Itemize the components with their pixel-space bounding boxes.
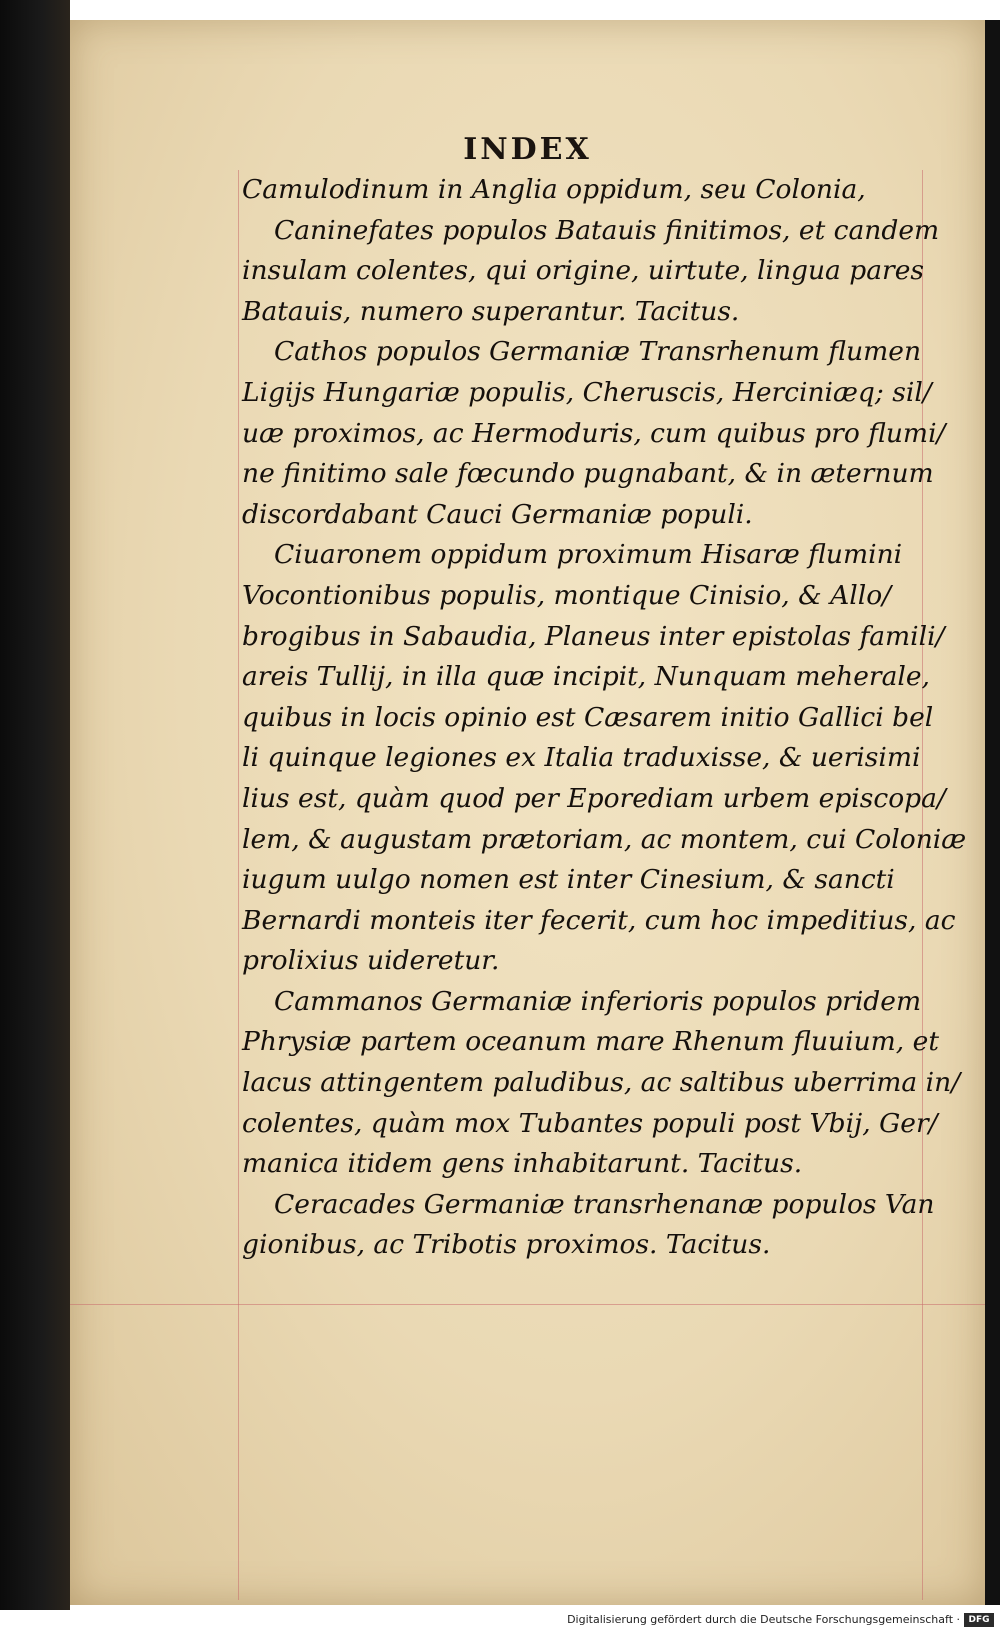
- margin-rule-bottom: [70, 1304, 985, 1305]
- text-line: Phrysiæ partem oceanum mare Rhenum fluuium, et: [242, 1026, 939, 1058]
- text-line: lacus attingentem paludibus, ac saltibus uberrima in/: [242, 1067, 961, 1099]
- text-line: Batauis, numero superantur. Tacitus.: [242, 295, 740, 327]
- text-line: Cammanos Germaniæ inferioris populos pridem: [274, 985, 922, 1017]
- text-line: manica itidem gens inhabitarunt. Tacitus.: [242, 1148, 803, 1180]
- text-line: prolixius uideretur.: [242, 945, 500, 977]
- text-line: uæ proximos, ac Hermoduris, cum quibus pro flumi/: [242, 417, 946, 449]
- text-line: Vocontionibus populis, montique Cinisio, & Allo/: [242, 579, 892, 611]
- text-line: lem, & augustam prætoriam, ac montem, cui Coloniæ: [242, 823, 967, 855]
- book-page: [70, 20, 985, 1605]
- text-line: areis Tullij, in illa quæ incipit, Nunquam meherale,: [242, 661, 930, 693]
- page-header: INDEX: [463, 132, 592, 167]
- text-line: Ciuaronem oppidum proximum Hisaræ flumini: [274, 539, 903, 571]
- text-line: insulam colentes, qui origine, uirtute, lingua pares: [242, 255, 924, 287]
- text-line: iugum uulgo nomen est inter Cinesium, & sancti: [242, 864, 895, 896]
- text-line: Camulodinum in Anglia oppidum, seu Colonia,: [242, 174, 866, 205]
- text-line: Bernardi monteis iter fecerit, cum hoc impeditius, ac: [242, 904, 956, 936]
- text-line: discordabant Cauci Germaniæ populi.: [242, 498, 753, 530]
- text-line: gionibus, ac Tribotis proximos. Tacitus.: [242, 1229, 771, 1261]
- scan-background: [0, 0, 70, 1610]
- text-line: brogibus in Sabaudia, Planeus inter epistolas famili/: [242, 620, 945, 652]
- text-line: lius est, quàm quod per Eporediam urbem episcopa/: [242, 782, 946, 814]
- margin-rule-left: [238, 170, 239, 1600]
- text-line: li quinque legiones ex Italia traduxisse, & uerisimi: [242, 742, 921, 774]
- text-line: Ceracades Germaniæ transrhenanæ populos Van: [274, 1188, 935, 1220]
- text-line: ne finitimo sale fœcundo pugnabant, & in æternum: [242, 458, 934, 490]
- index-text: [242, 170, 982, 1266]
- text-line: Ligijs Hungariæ populis, Cheruscis, Herciniæq; sil/: [242, 376, 932, 408]
- text-line: quibus in locis opinio est Cæsarem initio Gallici bel: [242, 701, 934, 733]
- dfg-logo: DFG: [964, 1613, 994, 1627]
- text-line: Caninefates populos Batauis finitimos, et candem: [274, 214, 940, 246]
- funding-credit: Digitalisierung gefördert durch die Deutsche Forschungsgemeinschaft ·: [567, 1613, 960, 1626]
- footer-bar: [0, 1610, 1000, 1632]
- text-line: Cathos populos Germaniæ Transrhenum flumen: [274, 336, 922, 368]
- text-line: colentes, quàm mox Tubantes populi post Vbij, Ger/: [242, 1107, 938, 1139]
